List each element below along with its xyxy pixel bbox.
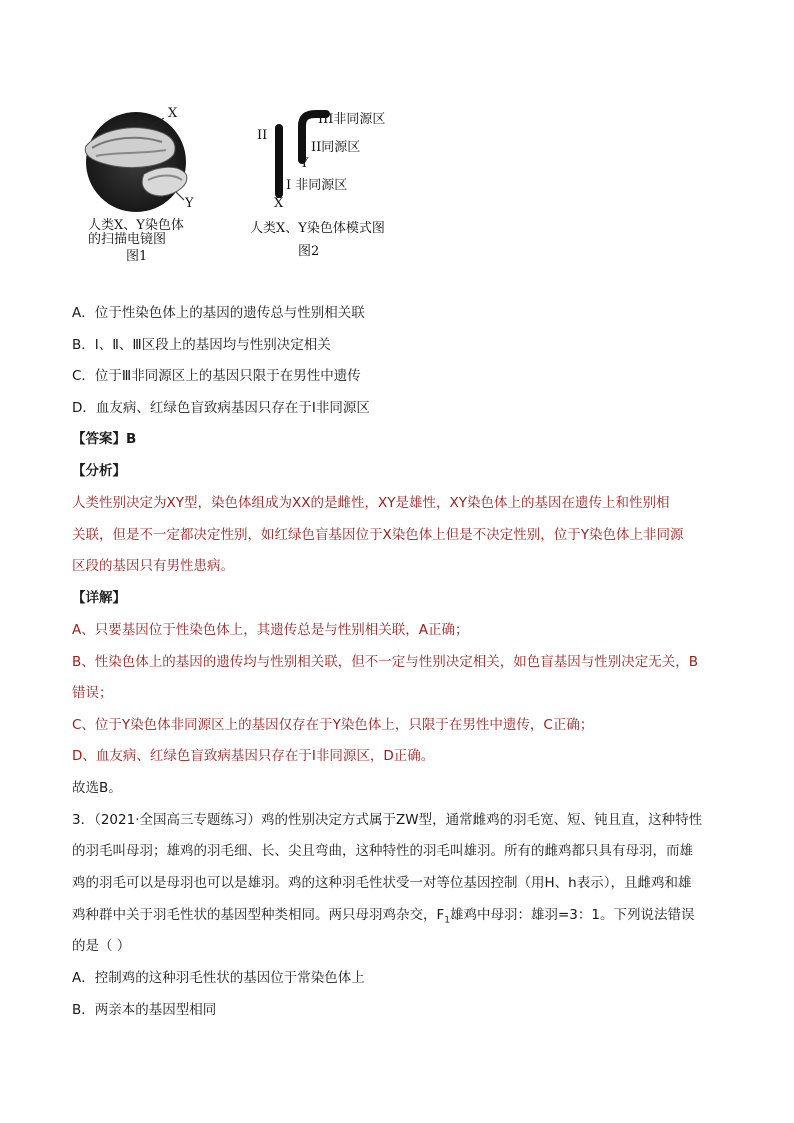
fig2-label-x: X — [274, 196, 284, 211]
q2-option-a: A．位于性染色体上的基因的遗传总与性别相关联 — [72, 305, 365, 321]
answer-label: 【答案】B — [72, 431, 137, 447]
figure-1 — [78, 104, 208, 264]
q3-line-5: 的是（ ） — [72, 938, 131, 954]
analysis-heading: 【分析】 — [72, 463, 126, 479]
q3-line-3: 鸡的羽毛可以是母羽也可以是雄羽。鸡的这种羽毛性状受一对等位基因控制（用H、h表示），且雌鸡和雄 — [72, 875, 692, 891]
q3-line-1: 3．（2021·全国高三专题练习）鸡的性别决定方式属于ZW型，通常雌鸡的羽毛宽、短、钝且直，这种特性 — [72, 812, 703, 828]
fig1-label-y: Y — [185, 196, 194, 211]
f1-subscript: 1 — [444, 915, 450, 926]
q3-line-4-head: 鸡种群中关于羽毛性状的基因型种类相同。两只母羽鸡杂交， — [72, 907, 437, 923]
fig2-roman-ii-left: II — [257, 128, 268, 143]
f1-symbol — [436, 907, 451, 926]
q3-option-a: A．控制鸡的这种羽毛性状的基因位于常染色体上 — [72, 970, 365, 986]
fig2-name: 图2 — [298, 244, 320, 259]
q2-option-c: C．位于Ⅲ非同源区上的基因只限于在男性中遗传 — [72, 368, 361, 384]
detail-line-a: A、只要基因位于性染色体上，其遗传总是与性别相关联，A正确； — [72, 622, 469, 638]
detail-heading: 【详解】 — [72, 590, 126, 606]
figure-2 — [246, 104, 416, 264]
analysis-line-3: 区段的基因只有男性患病。 — [72, 558, 234, 574]
fig1-caption-line2: 的扫描电镜图 — [88, 232, 167, 247]
analysis-line-2: 关联，但是不一定都决定性别，如红绿色盲基因位于X染色体上但是不决定性别，位于Y染色体上非同源 — [72, 527, 684, 543]
q3-line-4-tail: 雄鸡中母羽：雄羽=3：1。下列说法错误 — [450, 907, 695, 923]
detail-line-d: D、血友病、红绿色盲致病基因只存在于I非同源区，D正确。 — [72, 748, 435, 764]
fig2-label-y: Y — [300, 156, 309, 171]
analysis-line-1: 人类性别决定为XY型，染色体组成为XX的是雌性，XY是雄性，XY染色体上的基因在遗传上和性别相 — [72, 495, 670, 511]
fig2-label-iii: III非同源区 — [318, 112, 386, 127]
q2-option-d: D．血友病、红绿色盲致病基因只存在于Ⅰ非同源区 — [72, 400, 370, 416]
conclusion: 故选B。 — [72, 780, 122, 796]
fig1-caption-line1: 人类X、Y染色体 — [88, 218, 184, 233]
fig1-label-x: X — [168, 106, 178, 121]
q3-line-2: 的羽毛叫母羽；雄鸡的羽毛细、长、尖且弯曲，这种特性的羽毛叫雄羽。所有的雌鸡都只具有母羽，而雄 — [72, 843, 693, 859]
fig2-label-i: I 非同源区 — [286, 178, 348, 193]
fig1-name: 图1 — [126, 249, 148, 264]
fig2-caption: 人类X、Y染色体模式图 — [250, 221, 385, 236]
f1-letter: F — [436, 907, 445, 923]
q2-option-b: B．Ⅰ、Ⅱ、Ⅲ区段上的基因均与性别决定相关 — [72, 337, 331, 353]
q3-line-4 — [72, 905, 695, 931]
detail-line-c: C、位于Y染色体非同源区上的基因仅存在于Y染色体上，只限于在男性中遗传，C正确； — [72, 717, 594, 733]
detail-line-b: B、性染色体上的基因的遗传均与性别相关联，但不一定与性别决定相关，如色盲基因与性别决定无关，B — [72, 654, 699, 670]
detail-line-b-cont: 错误； — [72, 685, 113, 701]
q3-option-b: B．两亲本的基因型相同 — [72, 1002, 217, 1018]
fig2-label-ii: II同源区 — [311, 140, 361, 155]
